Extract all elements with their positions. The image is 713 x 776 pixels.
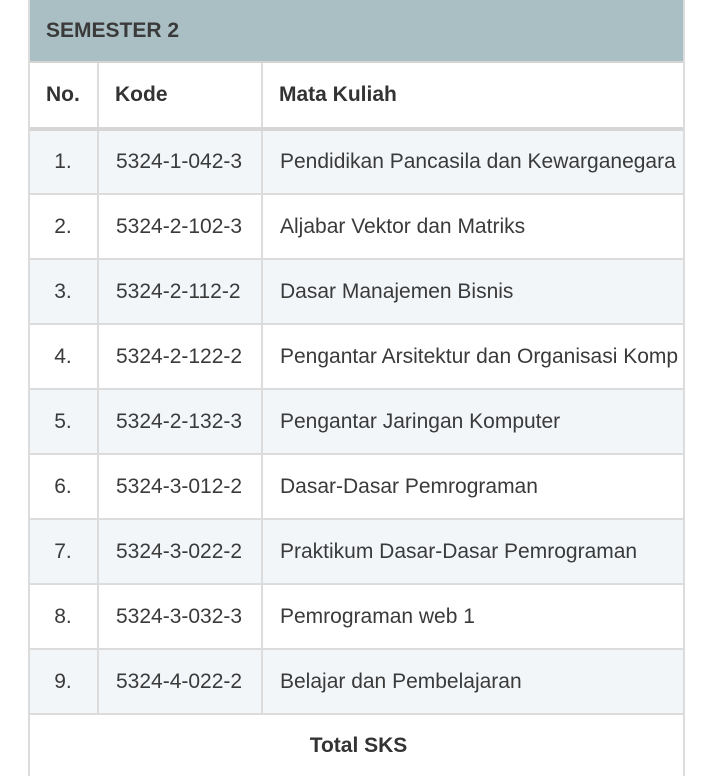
cell-kode: 5324-4-022-2 [98,649,262,714]
cell-no: 9. [30,649,98,714]
cell-kode: 5324-2-112-2 [98,259,262,324]
cell-no: 8. [30,584,98,649]
table-row [30,324,685,389]
course-table [30,63,685,776]
cell-kode: 5324-3-032-3 [98,584,262,649]
column-header-mata-kuliah: Mata Kuliah [262,63,685,129]
cell-no: 7. [30,519,98,584]
table-row [30,389,685,454]
cell-mata-kuliah: Praktikum Dasar-Dasar Pemrograman [262,519,685,584]
semester-title: SEMESTER 2 [30,0,683,63]
cell-mata-kuliah: Pengantar Jaringan Komputer [262,389,685,454]
table-row [30,129,685,194]
cell-mata-kuliah: Dasar Manajemen Bisnis [262,259,685,324]
cell-mata-kuliah: Pengantar Arsitektur dan Organisasi Komp [262,324,685,389]
table-row [30,649,685,714]
table-row [30,454,685,519]
cell-kode: 5324-2-102-3 [98,194,262,259]
total-sks-label: Total SKS [30,714,685,776]
cell-mata-kuliah: Belajar dan Pembelajaran [262,649,685,714]
cell-no: 2. [30,194,98,259]
cell-kode: 5324-3-022-2 [98,519,262,584]
table-footer-row [30,714,685,776]
cell-mata-kuliah: Pendidikan Pancasila dan Kewarganegara [262,129,685,194]
cell-no: 5. [30,389,98,454]
column-header-kode: Kode [98,63,262,129]
cell-no: 4. [30,324,98,389]
cell-no: 3. [30,259,98,324]
column-header-no: No. [30,63,98,129]
cell-mata-kuliah: Dasar-Dasar Pemrograman [262,454,685,519]
table-row [30,194,685,259]
cell-no: 1. [30,129,98,194]
cell-no: 6. [30,454,98,519]
course-table-container [28,0,685,776]
table-row [30,519,685,584]
cell-mata-kuliah: Aljabar Vektor dan Matriks [262,194,685,259]
table-row [30,584,685,649]
cell-mata-kuliah: Pemrograman web 1 [262,584,685,649]
cell-kode: 5324-2-132-3 [98,389,262,454]
cell-kode: 5324-1-042-3 [98,129,262,194]
table-row [30,259,685,324]
cell-kode: 5324-3-012-2 [98,454,262,519]
cell-kode: 5324-2-122-2 [98,324,262,389]
table-header-row [30,63,685,129]
